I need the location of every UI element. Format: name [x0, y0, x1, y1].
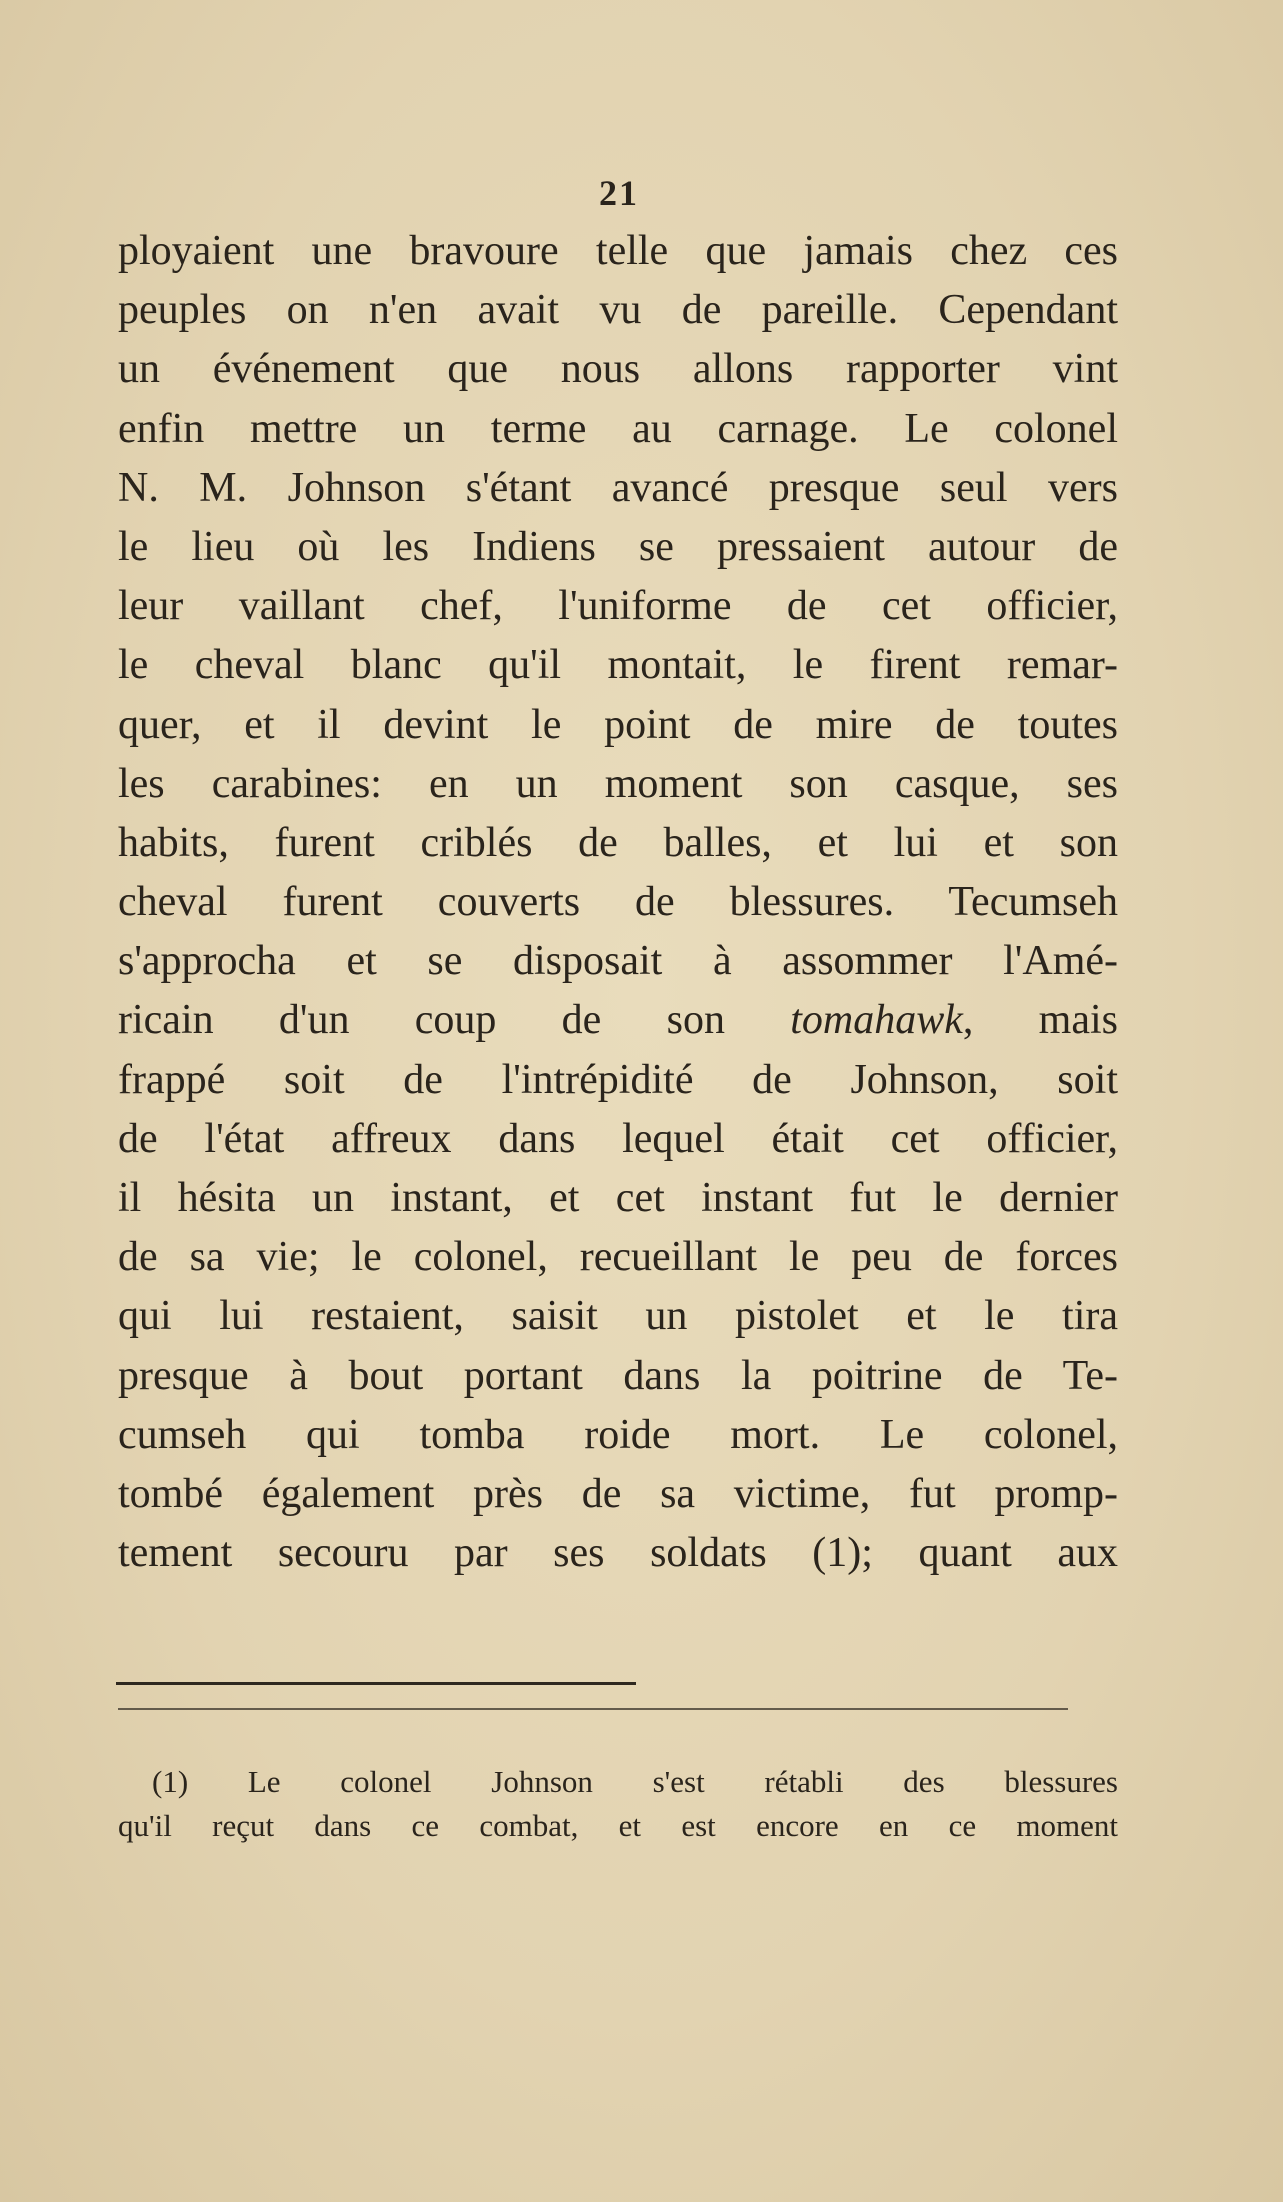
text-line: frappé soit de l'intrépidité de Johnson, soit — [118, 1056, 1118, 1103]
text-line: s'approcha et se disposait à assommer l'Amé- — [118, 938, 1118, 985]
text-line: N. M. Johnson s'étant avancé presque seul vers — [118, 464, 1118, 511]
footnote-line: qu'il reçut dans ce combat, et est encore en ce moment — [118, 1808, 1118, 1843]
body-text — [118, 222, 1118, 1583]
text-line: il hésita un instant, et cet instant fut le dernier — [118, 1175, 1118, 1221]
text-line: le lieu où les Indiens se pressaient autour de — [118, 523, 1118, 570]
text-line: de sa vie; le colonel, recueillant le peu de forces — [118, 1234, 1118, 1281]
text-line: leur vaillant chef, l'uniforme de cet officier, — [118, 583, 1118, 630]
text-line: habits, furent criblés de balles, et lui et son — [118, 819, 1118, 866]
page-number: 21 — [599, 173, 639, 213]
text-line: qui lui restaient, saisit un pistolet et le tira — [118, 1293, 1118, 1340]
text-line: enfin mettre un terme au carnage. Le colonel — [118, 405, 1118, 452]
footnote-separator-rule — [116, 1682, 636, 1685]
text-line: cheval furent couverts de blessures. Tecumseh — [118, 879, 1118, 926]
text-line: un événement que nous allons rapporter vint — [118, 346, 1118, 393]
footnote-separator-rule — [118, 1708, 1068, 1710]
text-line-with-italic — [118, 991, 1118, 1050]
text-segment: ricain d'un coup de son — [118, 997, 791, 1044]
text-segment: , mais — [962, 997, 1118, 1044]
footnote-line: (1) Le colonel Johnson s'est rétabli des blessures — [152, 1764, 1118, 1799]
text-line: presque à bout portant dans la poitrine de Te- — [118, 1352, 1118, 1399]
text-line: tement secouru par ses soldats (1); quant aux — [118, 1530, 1118, 1577]
footnote — [118, 1760, 1118, 1848]
text-line: le cheval blanc qu'il montait, le firent remar- — [118, 642, 1118, 689]
text-line: cumseh qui tomba roide mort. Le colonel, — [118, 1411, 1118, 1458]
italic-word: tomahawk — [790, 997, 963, 1044]
text-line: peuples on n'en avait vu de pareille. Cependant — [118, 287, 1118, 334]
text-line: ployaient une bravoure telle que jamais chez ces — [118, 228, 1118, 274]
text-line: les carabines: en un moment son casque, ses — [118, 760, 1118, 807]
text-line: de l'état affreux dans lequel était cet officier, — [118, 1115, 1118, 1162]
text-line: tombé également près de sa victime, fut promp- — [118, 1470, 1118, 1517]
text-line: quer, et il devint le point de mire de toutes — [118, 701, 1118, 748]
